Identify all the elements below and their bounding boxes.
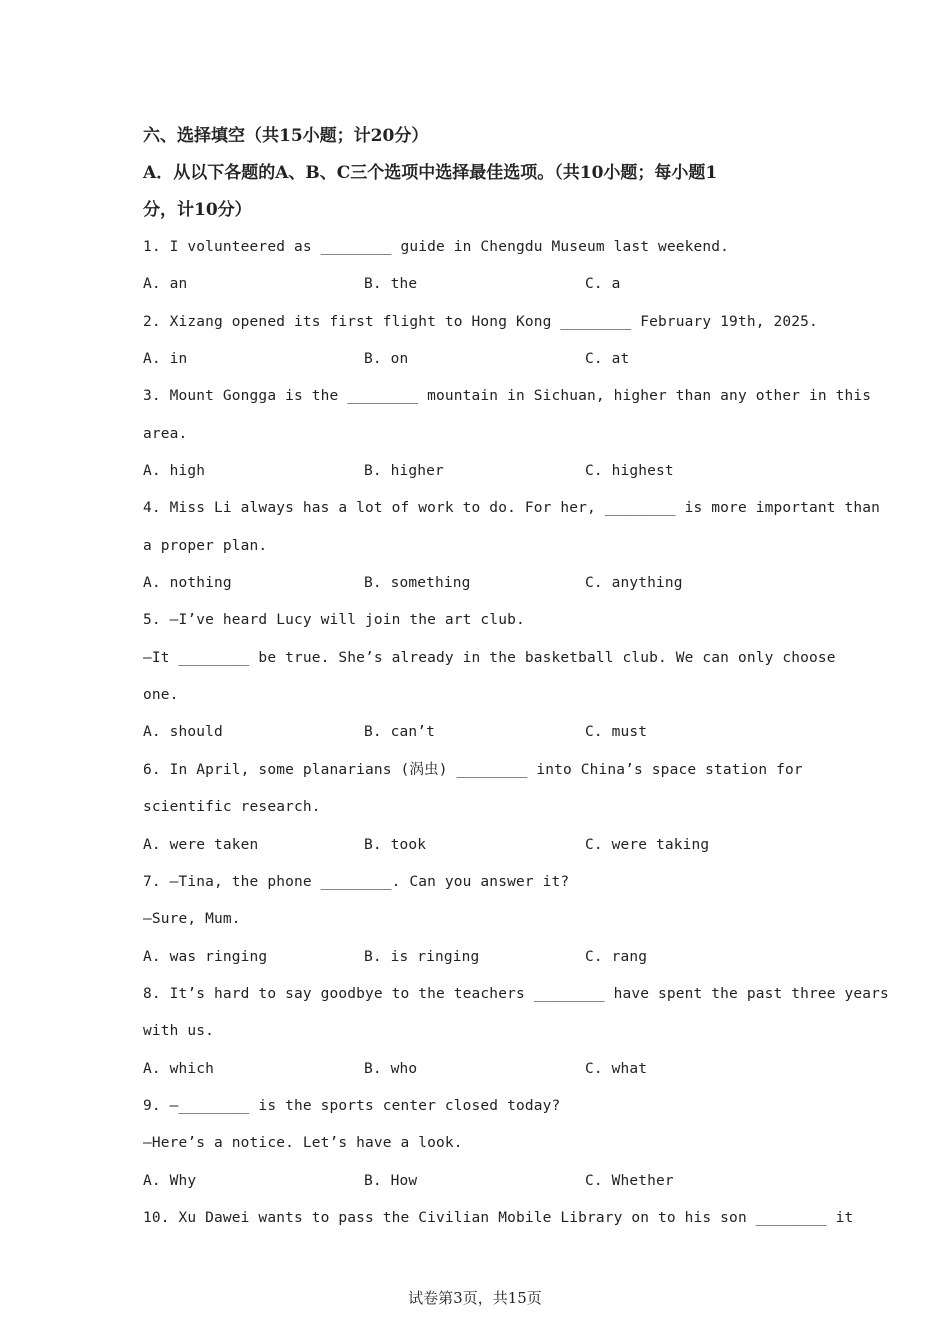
question-7 — [143, 864, 807, 976]
question-8 — [143, 976, 889, 1088]
option-c[interactable]: C. highest — [585, 463, 674, 480]
answer-options — [143, 939, 807, 976]
option-c[interactable]: C. rang — [585, 948, 648, 965]
option-b[interactable]: B. the — [364, 276, 418, 293]
question-text-line: area. — [143, 425, 188, 442]
answer-options — [143, 266, 807, 303]
option-a[interactable]: A. high — [143, 463, 206, 480]
answer-options — [143, 714, 807, 751]
question-6 — [143, 752, 807, 864]
question-text-line: 1. I volunteered as ________ guide in Chengdu Museum last weekend. — [143, 239, 730, 255]
option-c[interactable]: C. anything — [585, 575, 683, 592]
question-text-line: 7. —Tina, the phone ________. Can you answer it? — [143, 873, 570, 890]
option-a[interactable]: A. nothing — [143, 575, 232, 592]
question-text-line: 8. It’s hard to say goodbye to the teachers ________ have spent the past three years — [143, 985, 889, 1002]
question-text-line: 6. In April, some planarians (涡虫) ________ into China’s space station for — [143, 761, 803, 778]
option-b[interactable]: B. something — [364, 575, 471, 592]
option-a[interactable]: A. Why — [143, 1172, 197, 1189]
option-c[interactable]: C. at — [585, 351, 630, 368]
question-text-line: scientific research. — [143, 799, 321, 816]
answer-options — [143, 565, 807, 602]
question-text-line: a proper plan. — [143, 537, 268, 554]
option-a[interactable]: A. should — [143, 724, 223, 741]
question-4 — [143, 490, 881, 602]
option-c[interactable]: C. Whether — [585, 1172, 674, 1189]
question-text-line: 3. Mount Gongga is the ________ mountain in Sichuan, higher than any other in this — [143, 388, 872, 405]
question-text-line: 5. —I’ve heard Lucy will join the art club. — [143, 612, 525, 629]
question-10 — [143, 1200, 854, 1237]
answer-options — [143, 1163, 807, 1200]
option-a[interactable]: A. were taken — [143, 836, 259, 853]
question-text-line: 2. Xizang opened its first flight to Hong Kong ________ February 19th, 2025. — [143, 313, 818, 330]
exam-page — [143, 118, 889, 1237]
question-3 — [143, 378, 872, 490]
question-5 — [143, 602, 836, 751]
question-text-line: 9. —________ is the sports center closed today? — [143, 1097, 561, 1114]
option-c[interactable]: C. what — [585, 1060, 648, 1077]
question-text-line: one. — [143, 687, 179, 704]
option-c[interactable]: C. must — [585, 724, 648, 741]
option-b[interactable]: B. can’t — [364, 724, 436, 741]
option-b[interactable]: B. How — [364, 1172, 418, 1189]
question-text-line: —It ________ be true. She’s already in the basketball club. We can only choose — [143, 649, 836, 666]
question-1 — [143, 229, 807, 304]
option-c[interactable]: C. were taking — [585, 836, 710, 853]
question-text-line: 10. Xu Dawei wants to pass the Civilian Mobile Library on to his son ________ it — [143, 1209, 854, 1226]
section-title: 六、选择填空（共15小题；计20分） — [143, 126, 429, 146]
question-text-line: —Sure, Mum. — [143, 911, 241, 928]
question-text-line: 4. Miss Li always has a lot of work to do. For her, ________ is more important than — [143, 500, 881, 517]
option-a[interactable]: A. an — [143, 276, 188, 293]
page-footer: 试卷第3页，共15页 — [408, 1289, 542, 1307]
answer-options — [143, 341, 807, 378]
question-list — [143, 229, 889, 1237]
section-subtitle-line1: A．从以下各题的A、B、C三个选项中选择最佳选项。（共10小题；每小题1 — [143, 163, 718, 183]
option-b[interactable]: B. took — [364, 836, 427, 853]
question-2 — [143, 304, 818, 379]
answer-options — [143, 453, 807, 490]
option-a[interactable]: A. was ringing — [143, 948, 268, 965]
section-subtitle-line2: 分，计10分） — [143, 200, 252, 220]
question-text-line: with us. — [143, 1023, 215, 1040]
option-a[interactable]: A. in — [143, 351, 188, 368]
option-b[interactable]: B. higher — [364, 463, 444, 480]
option-b[interactable]: B. is ringing — [364, 948, 480, 965]
option-b[interactable]: B. on — [364, 351, 409, 368]
answer-options — [143, 827, 807, 864]
option-c[interactable]: C. a — [585, 276, 621, 293]
question-text-line: —Here’s a notice. Let’s have a look. — [143, 1135, 463, 1152]
option-a[interactable]: A. which — [143, 1060, 215, 1077]
question-9 — [143, 1088, 807, 1200]
answer-options — [143, 1051, 807, 1088]
option-b[interactable]: B. who — [364, 1060, 418, 1077]
